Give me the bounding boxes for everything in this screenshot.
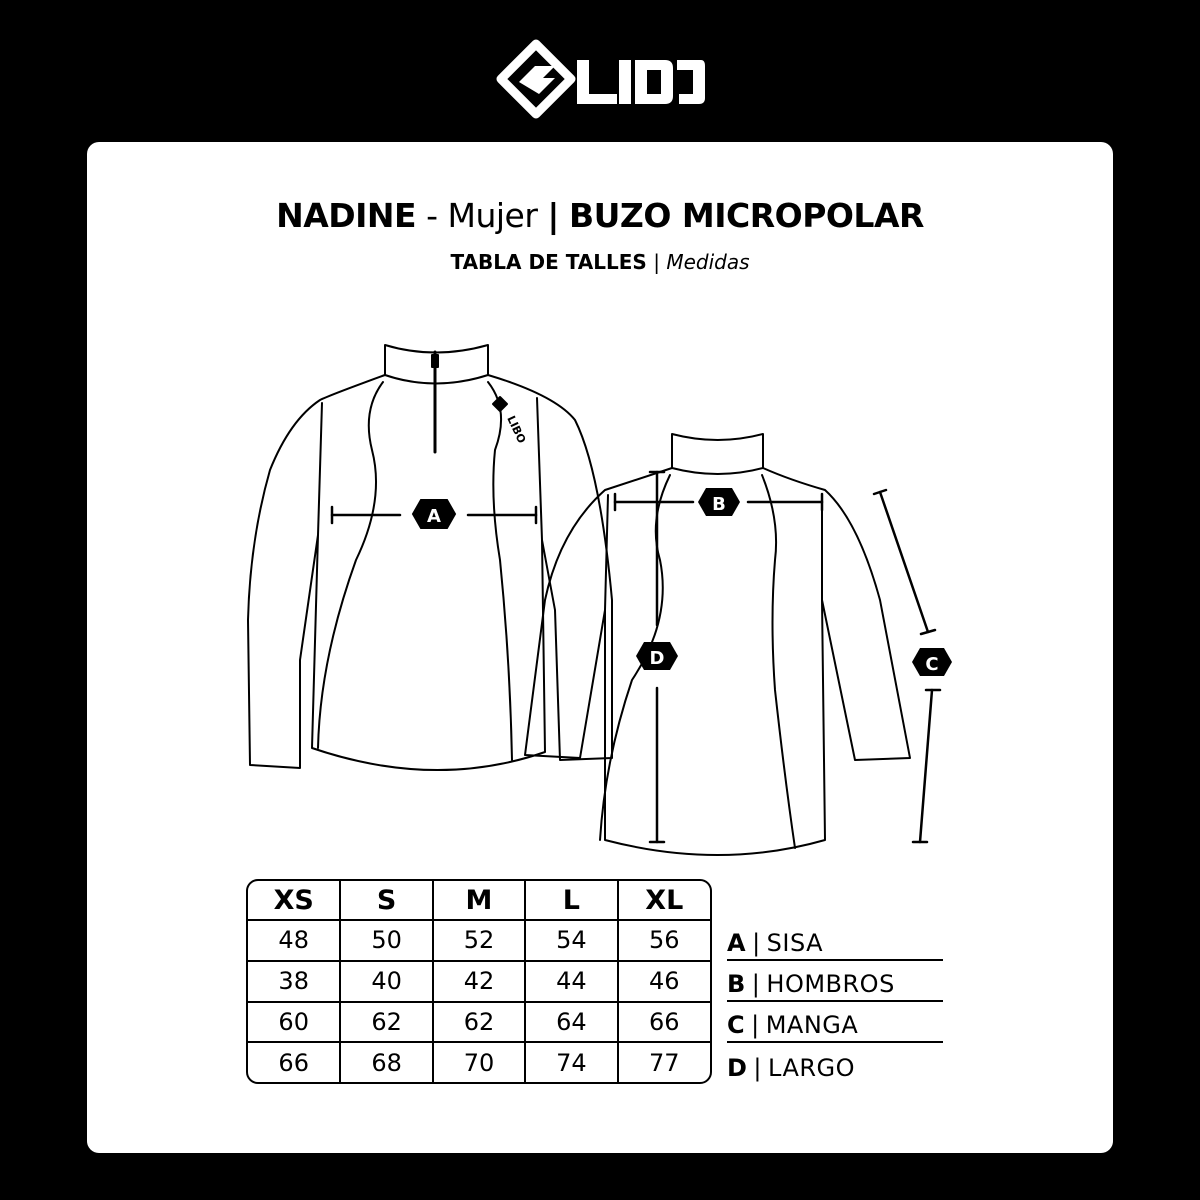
size-header-row <box>248 881 710 920</box>
table-cell: 46 <box>618 961 710 1002</box>
table-cell: 60 <box>248 1002 340 1043</box>
table-cell: 52 <box>433 920 525 961</box>
table-cell: 66 <box>248 1042 340 1082</box>
table-cell: 62 <box>433 1002 525 1043</box>
table-cell: 42 <box>433 961 525 1002</box>
table-cell: 48 <box>248 920 340 961</box>
table-cell: 50 <box>340 920 432 961</box>
legend-row-sisa: A | SISA <box>727 920 943 961</box>
legend-key: D <box>727 1054 748 1082</box>
size-header: S <box>340 881 432 920</box>
size-header: L <box>525 881 617 920</box>
table-cell: 66 <box>618 1002 710 1043</box>
table-title: TABLA DE TALLES <box>450 250 647 274</box>
legend-row-hombros: B | HOMBROS <box>727 961 943 1002</box>
table-row <box>248 1002 710 1043</box>
product-gender: - Mujer <box>426 196 538 235</box>
legend-row-manga: C | MANGA <box>727 1002 943 1043</box>
legend-row-largo: D | LARGO <box>727 1054 856 1082</box>
marker-c-label: C <box>925 654 939 675</box>
table-cell: 54 <box>525 920 617 961</box>
legend-key: B <box>727 970 746 998</box>
size-table <box>246 879 712 1084</box>
measurement-legend <box>727 920 943 1084</box>
table-subtitle-text: Medidas <box>666 250 750 274</box>
marker-b <box>698 488 740 516</box>
product-category: BUZO MICROPOLAR <box>568 196 924 235</box>
table-row <box>248 920 710 961</box>
legend-label: MANGA <box>765 1011 859 1039</box>
table-cell: 70 <box>433 1042 525 1082</box>
marker-b-label: B <box>712 494 726 515</box>
marker-c <box>912 648 952 676</box>
svg-text:LIBO: LIBO <box>504 413 529 446</box>
table-cell: 74 <box>525 1042 617 1082</box>
table-cell: 38 <box>248 961 340 1002</box>
table-cell: 68 <box>340 1042 432 1082</box>
subtitle-separator: | <box>653 250 660 274</box>
table-cell: 56 <box>618 920 710 961</box>
marker-d <box>636 642 678 670</box>
marker-a <box>413 500 455 528</box>
legend-label: SISA <box>766 929 824 957</box>
size-header: XS <box>248 881 340 920</box>
marker-d-label: D <box>649 648 665 669</box>
table-cell: 62 <box>340 1002 432 1043</box>
size-header: M <box>433 881 525 920</box>
marker-a-label: A <box>427 506 441 527</box>
product-name: NADINE <box>276 196 417 235</box>
table-cell: 77 <box>618 1042 710 1082</box>
table-cell: 40 <box>340 961 432 1002</box>
title-separator: | <box>547 196 559 235</box>
legend-label: LARGO <box>768 1054 856 1082</box>
table-cell: 44 <box>525 961 617 1002</box>
legend-key: C <box>727 1011 746 1039</box>
legend-key: A <box>727 929 747 957</box>
legend-label: HOMBROS <box>766 970 895 998</box>
table-row <box>248 961 710 1002</box>
table-cell: 64 <box>525 1002 617 1043</box>
size-header: XL <box>618 881 710 920</box>
table-row <box>248 1042 710 1082</box>
